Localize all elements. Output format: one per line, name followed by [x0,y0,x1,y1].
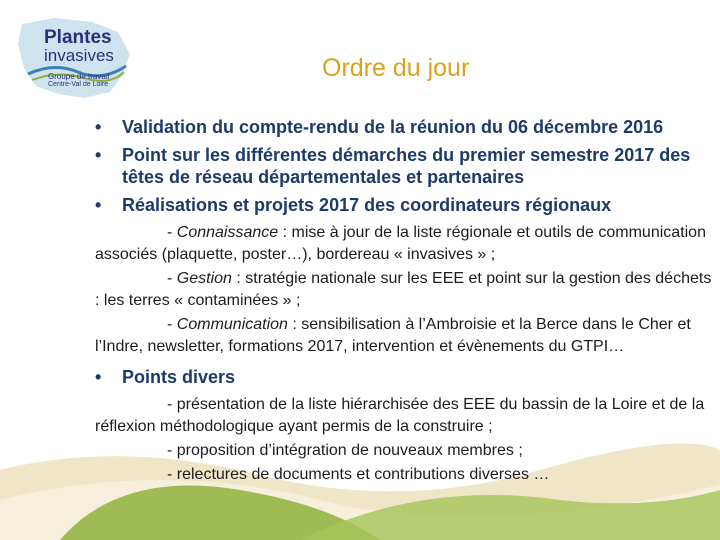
sub-item [95,440,715,462]
bullet-text: Points divers [122,367,236,387]
agenda-content [95,116,715,488]
sub-item-term: Connaissance [176,224,279,241]
bullet-text: Validation du compte-rendu de la réunion du 06 décembre 2016 [122,117,664,137]
logo-text-groupe: Groupe de travail [48,72,110,81]
bullet-marker: • [95,145,102,165]
agenda-bullet [95,366,715,388]
bullet-text: Point sur les différentes démarches du premier semestre 2017 des têtes de réseau départementales et partenaires [122,145,691,187]
sub-item-rest: : stratégie nationale sur les EEE et point sur la gestion des déchets : les terres « contaminées » ; [95,270,712,309]
sub-item [95,222,715,266]
sub-item [95,394,715,438]
sub-item-dash: - [167,270,177,287]
sub-item-dash: - [167,316,177,333]
agenda-bullet [95,116,715,138]
sub-item [95,464,715,486]
logo [14,14,134,100]
bullet-marker: • [95,367,102,387]
bullet-text: Réalisations et projets 2017 des coordinateurs régionaux [122,195,612,215]
sub-item-term: Gestion [176,270,232,287]
bullet-marker: • [95,195,102,215]
agenda-bullet [95,144,715,188]
sub-item-text: - proposition d’intégration de nouveaux membres ; [167,442,523,459]
logo-text-plantes: Plantes [44,27,112,48]
sub-item [95,314,715,358]
agenda-bullet [95,194,715,216]
sub-item-rest: : mise à jour de la liste régionale et outils de communication associés (plaquette, poster…), bordereau « invasives » ; [95,224,706,263]
sub-item-text: - présentation de la liste hiérarchisée des EEE du bassin de la Loire et de la réflexion méthodologique ayant permis de la construire ; [95,396,705,435]
sub-item-term: Communication [176,316,288,333]
bullet-marker: • [95,117,102,137]
logo-text-region: Centre-Val de Loire [48,81,109,88]
sub-item-dash: - [167,224,177,241]
page-title: Ordre du jour [322,54,470,82]
sub-item [95,268,715,312]
sub-item-text: - relectures de documents et contributions diverses … [167,466,550,483]
logo-text-invasives: invasives [44,46,114,65]
sub-item-rest: : sensibilisation à l’Ambroisie et la Berce dans le Cher et l’Indre, newsletter, formations 2017, intervention et évènements du GTPI… [95,316,691,355]
